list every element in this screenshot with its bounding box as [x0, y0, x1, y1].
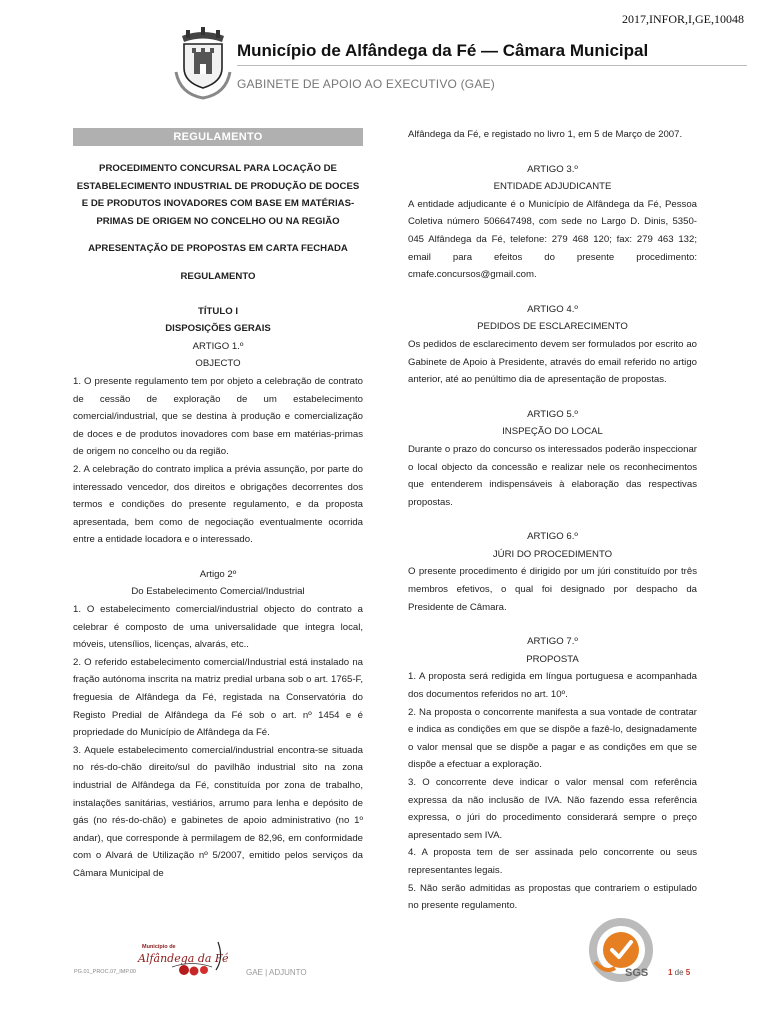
article-7-paragraph-5: 5. Não serão admitidas as propostas que contrariem o estipulado no presente regulamento. [408, 882, 697, 912]
article-3-title: ENTIDADE ADJUDICANTE [493, 181, 612, 193]
article-7-paragraph-3: 3. O concorrente deve indicar o valor mensal com referência expressa da não inclusão de IVA. Não fazendo essa referência expressa, o júri do procedimento considerará sempre o preço apresentado sem IVA. [408, 777, 697, 841]
article-4-paragraph: Os pedidos de esclarecimento devem ser formulados por escrito ao Gabinete de Apoio à Presidente, através do email referido no artigo anterior, até ao penúltimo dia de apresentação de propostas. [408, 338, 697, 386]
left-column [73, 128, 363, 883]
article-6-title: JÚRI DO PROCEDIMENTO [492, 548, 613, 560]
procedure-subheading: APRESENTAÇÃO DE PROPOSTAS EM CARTA FECHADA [88, 243, 348, 255]
header-divider [237, 65, 747, 66]
article-2-title: Do Estabelecimento Comercial/Industrial [131, 586, 305, 598]
regulation-heading: REGULAMENTO [180, 270, 256, 282]
article-1-paragraph-1: 1. O presente regulamento tem por objeto a celebração de contrato de cessão de exploração de um estabelecimento comercial/industrial, que se destina à produção e comercialização de doces e de produtos inovadores com base em matérias-primas de origem no concelho ou da região. [73, 375, 363, 458]
procedure-heading: PROCEDIMENTO CONCURSAL PARA LOCAÇÃO DE ESTABELECIMENTO INDUSTRIAL DE PRODUÇÃO DE DOCES E DE PRODUTOS INOVADORES COM BASE EM MATÉRIAS-PRIMAS DE ORIGEM NO CONCELHO OU NA REGIÃO [76, 163, 360, 227]
article-4-number: ARTIGO 4.º [527, 303, 578, 315]
article-1-paragraph-2: 2. A celebração do contrato implica a prévia assunção, por parte do interessado vencedor, dos direitos e obrigações decorrentes dos termos e condições do presente regulamento, e da proposta apresentada, bem como de negociação eventualmente ocorrida entre a entidade locadora e o interessado. [73, 463, 363, 546]
article-4-title: PEDIDOS DE ESCLARECIMENTO [477, 321, 628, 333]
svg-text:Alfândega da Fé: Alfândega da Fé [138, 952, 229, 965]
article-6-paragraph: O presente procedimento é dirigido por um júri constituído por três membros efetivos, o qual foi designado por despacho da Presidente de Câmara. [408, 566, 697, 613]
article-6-number: ARTIGO 6.º [527, 531, 578, 543]
article-2-number: Artigo 2º [199, 568, 237, 580]
municipal-crest-icon [170, 26, 236, 100]
section-heading: DISPOSIÇÕES GERAIS [165, 323, 271, 335]
article-2-paragraph-2: 2. O referido estabelecimento comercial/Industrial está instalado na fração autónoma inscrita na matriz predial urbana sob o art. 1765-F, freguesia de Alfândega da Fé, registada na Conservatória do Registo Predial de Alfândega da Fé sob o art. nº 1454 e é propriedade do Município de Alfândega da Fé. [73, 656, 363, 739]
sgs-label: SGS [625, 967, 649, 979]
page-total: 5 [685, 968, 691, 977]
article-3-number: ARTIGO 3.º [527, 163, 578, 175]
article-2-continuation: Alfândega da Fé, e registado no livro 1, em 5 de Março de 2007. [408, 129, 683, 140]
page-separator: de [672, 968, 686, 977]
article-7-number: ARTIGO 7.º [527, 636, 578, 648]
article-2-paragraph-1: 1. O estabelecimento comercial/industrial objecto do contrato a celebrar é composto de uma universalidade que integra local, móveis, utensílios, licenças, alvarás, etc.. [73, 604, 363, 651]
title-heading: TÍTULO I [198, 305, 238, 317]
article-7-paragraph-4: 4. A proposta tem de ser assinada pelo concorrente ou seus representantes legais. [408, 847, 697, 876]
form-code: PG.01_PROC.07_IMP.00 [74, 969, 136, 975]
regulation-banner: REGULAMENTO [73, 128, 363, 146]
article-5-paragraph: Durante o prazo do concurso os interessados poderão inspeccionar o local objecto da concessão e realizar nele os reconhecimentos que entenderem indispensáveis à elaboração das respectivas propostas. [408, 443, 697, 508]
page-current: 1 [668, 968, 673, 977]
article-7-title: PROPOSTA [526, 653, 579, 665]
article-7-paragraph-2: 2. Na proposta o concorrente manifesta a sua vontade de contratar e indica as condições em que se dispõe a fazê-lo, designadamente o valor mensal que se dispõe a pagar e as condições em que se dispõe a efectuar a exploração. [408, 706, 697, 771]
article-7-paragraph-1: 1. A proposta será redigida em língua portuguesa e acompanhada dos documentos referidos no art. 10º. [408, 671, 697, 701]
page-subtitle: GABINETE DE APOIO AO EXECUTIVO (GAE) [237, 77, 495, 91]
article-5-number: ARTIGO 5.º [527, 408, 578, 420]
footer-department: GAE | ADJUNTO [246, 968, 307, 977]
article-2-paragraph-3: 3. Aquele estabelecimento comercial/industrial encontra-se situada no rés-do-chão direito/sul do pavilhão industrial sito na zona industrial de Alfândega da Fé, constituída por zona de trabalho, instalações sanitárias, vestiários, arrumo para lenha e depósito de gás (no rés-do-chão) e gabinetes de apoio administrativo (no 1º andar), que corresponde à permilagem de 82,96, em conformidade com o Alvará de Utilização nº 5/2007, emitido pelos serviços da Câmara Municipal de [73, 744, 363, 879]
svg-text:Município de: Município de [142, 944, 176, 950]
municipality-logo-icon [132, 940, 232, 976]
page-number [668, 968, 690, 977]
document-reference: 2017,INFOR,I,GE,10048 [622, 12, 744, 26]
article-1-number: ARTIGO 1.º [192, 340, 244, 352]
right-column [408, 126, 697, 915]
article-3-paragraph: A entidade adjudicante é o Município de Alfândega da Fé, Pessoa Coletiva número 506647498, com sede no Largo D. Dinis, 5350-045 Alfândega da Fé, telefone: 279 468 120; fax: 279 463 132; email para efeitos do presente procedimento: cmafe.concursos@gmail.com. [408, 198, 697, 281]
article-5-title: INSPEÇÃO DO LOCAL [502, 426, 603, 438]
page-title: Município de Alfândega da Fé — Câmara Municipal [237, 41, 649, 60]
article-1-title: OBJECTO [195, 358, 241, 370]
